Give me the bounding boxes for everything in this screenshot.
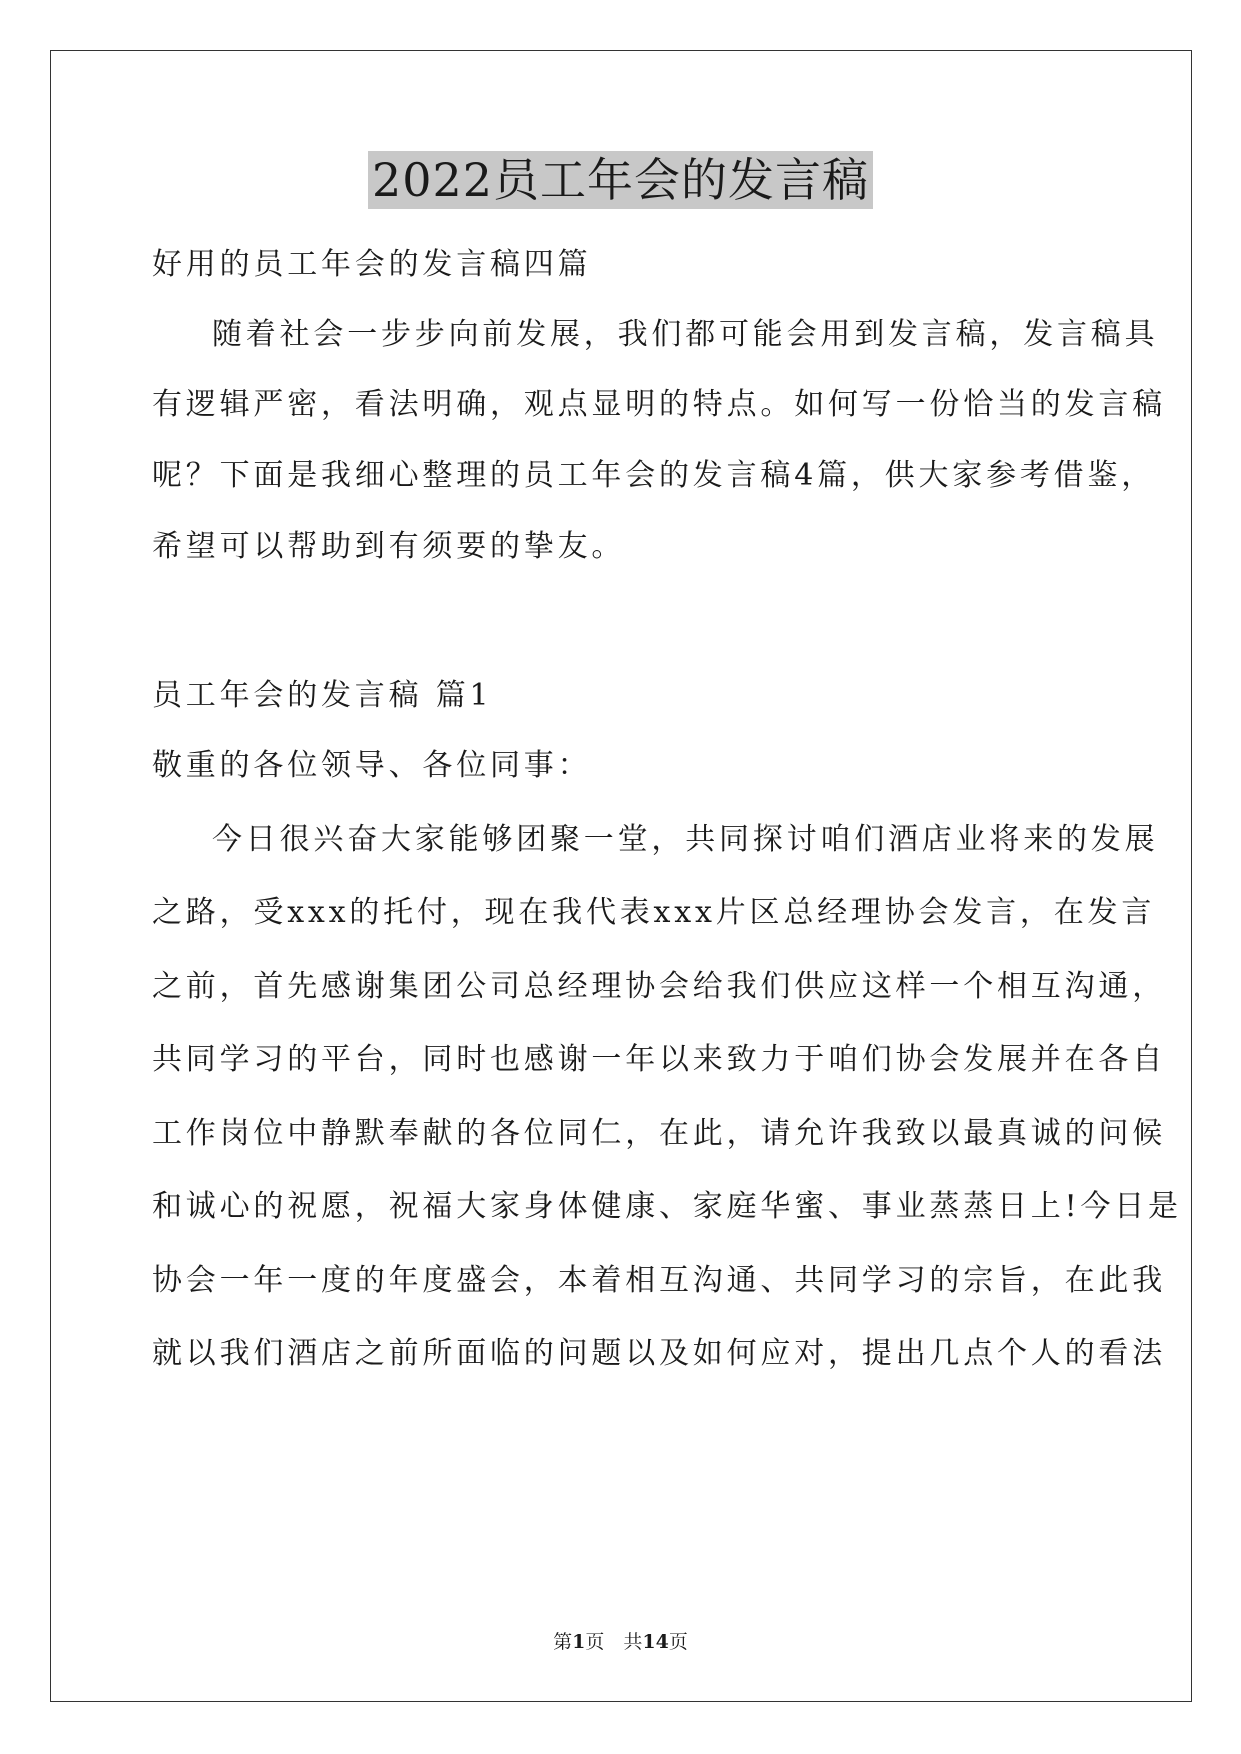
section-heading: 员工年会的发言稿 篇1 <box>152 678 493 713</box>
page-footer <box>0 1630 1241 1654</box>
page-mid: 页 共 <box>585 1631 643 1653</box>
paragraph-line: 呢？下面是我细心整理的员工年会的发言稿4篇，供大家参考借鉴， <box>152 458 1156 493</box>
paragraph-line: 工作岗位中静默奉献的各位同仁，在此，请允许我致以最真诚的问候 <box>152 1116 1166 1151</box>
paragraph-line: 就以我们酒店之前所面临的问题以及如何应对，提出几点个人的看法 <box>152 1336 1166 1371</box>
page-current: 1 <box>572 1631 586 1653</box>
paragraph-line: 有逻辑严密，看法明确，观点显明的特点。如何写一份恰当的发言稿 <box>152 387 1166 422</box>
paragraph-line: 今日很兴奋大家能够团聚一堂，共同探讨咱们酒店业将来的发展 <box>212 822 1159 857</box>
paragraph-line: 协会一年一度的年度盛会，本着相互沟通、共同学习的宗旨，在此我 <box>152 1263 1166 1298</box>
document-subtitle: 好用的员工年会的发言稿四篇 <box>152 247 592 282</box>
paragraph-line: 之路，受xxx的托付，现在我代表xxx片区总经理协会发言，在发言 <box>152 895 1156 930</box>
salutation: 敬重的各位领导、各位同事： <box>152 748 592 783</box>
paragraph-line: 共同学习的平台，同时也感谢一年以来致力于咱们协会发展并在各自 <box>152 1042 1166 1077</box>
page-total: 14 <box>642 1631 669 1653</box>
page-border <box>50 50 1192 1702</box>
paragraph-line: 和诚心的祝愿，祝福大家身体健康、家庭华蜜、事业蒸蒸日上!今日是 <box>152 1189 1182 1224</box>
page-prefix: 第 <box>553 1631 573 1653</box>
document-title: 2022员工年会的发言稿 <box>0 150 1241 210</box>
paragraph-line: 之前，首先感谢集团公司总经理协会给我们供应这样一个相互沟通， <box>152 969 1166 1004</box>
page-suffix: 页 <box>668 1631 688 1653</box>
paragraph-line: 随着社会一步步向前发展，我们都可能会用到发言稿，发言稿具 <box>212 317 1159 352</box>
paragraph-line: 希望可以帮助到有须要的挚友。 <box>152 529 626 564</box>
